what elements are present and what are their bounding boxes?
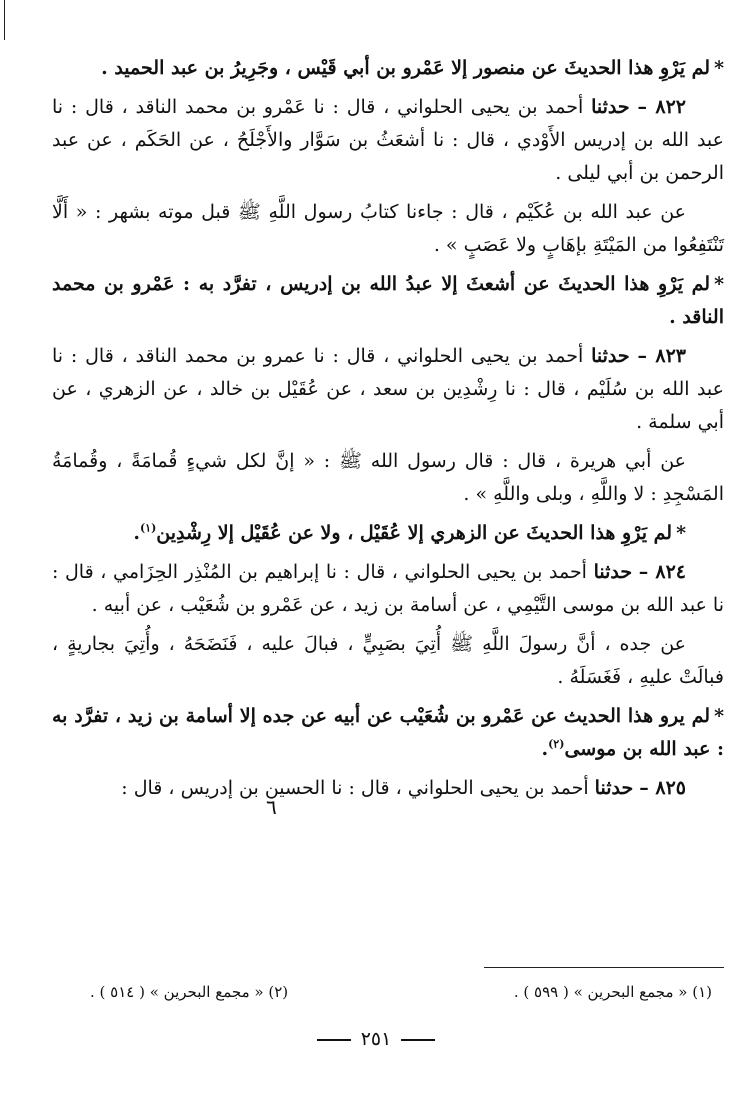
hadith-paragraph	[52, 772, 724, 805]
paragraph-text: عن أبي هريرة ، قال : قال رسول الله ﷺ : « إنَّ لكل شيءٍ قُمامَةً ، وقُمامَةُ المَسْجِدِ : لا واللَّهِ ، وبلى واللَّهِ » .	[52, 450, 724, 505]
paragraph-text: لم يَرْوِ هذا الحديثَ عن منصور إلا عَمْرو بن أبي قَيْس ، وجَرِيرُ بن عبد الحميد .	[101, 57, 711, 79]
note-paragraph	[52, 268, 724, 334]
footnote-2: (٢) « مجمع البحرين » ( ٥١٤ ) .	[90, 983, 289, 1001]
matn-paragraph	[52, 196, 724, 262]
footnotes	[90, 980, 712, 1004]
star-marker: *	[714, 57, 724, 79]
hadith-number: ٨٢٣ –	[637, 345, 687, 367]
matn-paragraph	[52, 628, 724, 694]
paragraph-text: أحمد بن يحيى الحلواني ، قال : نا إبراهيم بن المُنْذِر الحِزَامي ، قال : نا عبد الله بن موسى التَّيْمِي ، عن أسامة بن زيد ، عن عَمْرو بن شُعَيْب ، عن أبيه .	[52, 561, 724, 616]
paragraph-text: لم يَرْوِ هذا الحديثَ عن أشعثَ إلا عبدُ الله بن إدريس ، تفرَّد به : عَمْرو بن محمد الناقد .	[52, 273, 724, 328]
footnote-divider	[484, 967, 724, 968]
hadith-number: ٨٢٥ –	[639, 777, 686, 799]
hadith-number: ٨٢٢ –	[637, 96, 687, 118]
star-marker: *	[714, 705, 724, 727]
lead-word: حدثنا	[594, 777, 634, 799]
paragraph-text: أحمد بن يحيى الحلواني ، قال : نا الحسين بن إدريس ، قال :	[121, 777, 589, 799]
hadith-number: ٨٢٤ –	[638, 561, 686, 583]
page-body	[52, 52, 724, 811]
note-paragraph	[52, 517, 724, 550]
lead-word: حدثنا	[593, 561, 633, 583]
footnote-ref[interactable]: (٢)	[548, 737, 565, 751]
paragraph-text: عن عبد الله بن عُكَيْم ، قال : جاءنا كتابُ رسول اللَّهِ ﷺ قبل موته بشهر : « أَلَّا تَنْتَفِعُوا من المَيْتَةِ بإهَابٍ ولا عَصَبٍ » .	[52, 201, 724, 256]
star-marker: *	[714, 273, 724, 295]
note-paragraph	[52, 700, 724, 766]
dash-left	[401, 1039, 435, 1041]
lead-word: حدثنا	[591, 345, 630, 367]
paragraph-text: أحمد بن يحيى الحلواني ، قال : نا عَمْرو بن محمد الناقد ، قال : نا عبد الله بن إدريس الأَوْدي ، قال : نا أشعَثُ بن سَوَّار والأَجْلَحُ ، عن الحَكَم ، عن عبد الرحمن بن أبي ليلى .	[52, 96, 724, 184]
note-paragraph	[52, 52, 724, 85]
lead-word: حدثنا	[591, 96, 630, 118]
hadith-paragraph	[52, 340, 724, 439]
star-marker: *	[676, 522, 686, 544]
footnote-1: (١) « مجمع البحرين » ( ٥٩٩ ) .	[513, 983, 712, 1001]
margin-handwritten-mark: ٦	[266, 795, 277, 819]
paragraph-text: لم يَرْوِ هذا الحديثَ عن الزهري إلا عُقَيْل ، ولا عن عُقَيْل إلا رِشْدِين	[156, 522, 673, 544]
paragraph-text: عن جده ، أنَّ رسولَ اللَّهِ ﷺ أُتِيَ بصَبِيٍّ ، فبالَ عليه ، فَنَضَحَهُ ، وأُتِيَ بجاريةٍ ، فبالَتْ عليهِ ، فَغَسَلَهُ .	[52, 633, 724, 688]
paragraph-text: لم يرو هذا الحديث عن عَمْرو بن شُعَيْب عن أبيه عن جده إلا أسامة بن زيد ، تفرَّد به : عبد الله بن موسى	[52, 705, 724, 760]
footnote-ref[interactable]: (١)	[139, 521, 157, 535]
hadith-paragraph	[52, 556, 724, 622]
dash-right	[317, 1039, 351, 1041]
paragraph-tail: .	[541, 738, 549, 760]
page-edge-line	[4, 0, 5, 40]
page-number	[0, 1028, 752, 1050]
hadith-paragraph	[52, 91, 724, 190]
matn-paragraph	[52, 445, 724, 511]
page-number-value: ٢٥١	[360, 1028, 392, 1050]
paragraph-tail: .	[133, 522, 140, 544]
paragraph-text: أحمد بن يحيى الحلواني ، قال : نا عمرو بن محمد الناقد ، قال : نا عبد الله بن سُلَيْم ، قال : نا رِشْدِين بن سعد ، عن عُقَيْل بن خالد ، عن الزهري ، عن أبي سلمة .	[52, 345, 724, 433]
